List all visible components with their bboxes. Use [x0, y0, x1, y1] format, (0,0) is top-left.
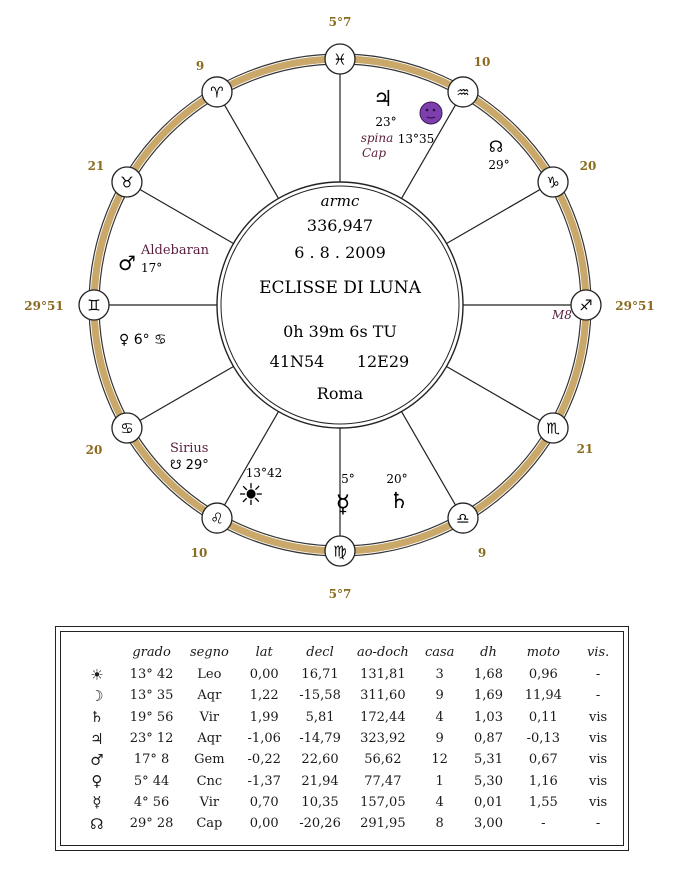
table-cell: 5,31 [474, 752, 503, 768]
table-cell: 23° 12 [129, 731, 174, 747]
table-cell: 4 [435, 709, 444, 725]
table-cell: 16,71 [301, 667, 339, 683]
cusp-degree-label: 21 [87, 159, 105, 173]
table-cell: 172,44 [360, 709, 406, 725]
table-cell: 1,03 [474, 709, 503, 725]
table-cell: 77,47 [364, 773, 402, 789]
table-cell: 13° 35 [129, 688, 174, 704]
table-cell: -15,58 [299, 688, 341, 704]
table-cell: 12 [431, 752, 448, 768]
moon-face-eye-right [433, 109, 436, 112]
table-cell: -1,37 [247, 773, 281, 789]
table-cell: 21,94 [301, 773, 339, 789]
table-cell: 1 [435, 773, 444, 789]
house-line [130, 184, 235, 245]
table-cell: Cnc [196, 773, 223, 789]
zodiac-sign-icon: ♉ [120, 173, 134, 192]
cusp-degree-label: 29°51 [24, 299, 64, 313]
zodiac-sign-icon: ♌ [210, 509, 224, 528]
mercury-degree: 5° [341, 472, 355, 486]
armc-value: 336,947 [306, 216, 374, 235]
house-line [445, 366, 550, 427]
mars-icon: ♂ [118, 251, 136, 275]
table-cell: 0,01 [474, 794, 503, 810]
table-cell: -14,79 [299, 731, 341, 747]
table-cell: 10,35 [301, 794, 339, 810]
zodiac-sign-icon: ♋ [120, 419, 134, 438]
cap-label: Cap [361, 146, 387, 160]
cusp-degree-label: 9 [195, 59, 205, 73]
chart-title: ECLISSE DI LUNA [259, 278, 421, 298]
ephemeris-table-frame [55, 626, 629, 851]
cusp-degree-label: 20 [579, 159, 597, 173]
table-cell: -20,26 [299, 816, 341, 832]
m8-label: M8 [552, 308, 572, 322]
sun-degree: 13°42 [245, 466, 283, 480]
table-cell: Vir [199, 794, 220, 810]
house-line [130, 366, 235, 427]
table-cell: 0,87 [474, 731, 503, 747]
house-line [401, 410, 462, 515]
table-cell: 22,60 [301, 752, 339, 768]
table-cell: - [595, 688, 601, 704]
header-lat: lat [255, 644, 273, 660]
table-cell: 1,55 [528, 794, 558, 810]
saturn-degree: 20° [386, 472, 408, 486]
table-cell: 29° 28 [129, 816, 174, 832]
table-row [71, 685, 623, 706]
table-row [71, 770, 623, 791]
zodiac-sign-icon: ♓ [333, 50, 347, 69]
moon-icon [420, 102, 442, 124]
table-cell: 0,96 [528, 667, 558, 683]
sirius-label: Sirius [170, 441, 209, 456]
table-cell: 4° 56 [133, 794, 170, 810]
table-cell: 9 [435, 688, 444, 704]
house-line [219, 95, 280, 200]
table-header-row [71, 640, 623, 664]
zodiac-sign-icon: ♎ [456, 509, 470, 528]
table-cell: 11,94 [524, 688, 562, 704]
table-row [71, 707, 623, 728]
table-cell: 3,00 [474, 816, 503, 832]
table-cell: 9 [435, 731, 444, 747]
zodiac-sign-icon: ♑ [546, 173, 560, 192]
planet-icon: ♄ [90, 708, 104, 727]
planet-icon: ☊ [90, 814, 104, 833]
cusp-degree-label: 21 [576, 442, 594, 456]
table-cell: -1,06 [247, 731, 281, 747]
table-cell: -0,13 [526, 731, 560, 747]
ephemeris-table-body [71, 664, 623, 834]
table-cell: Gem [194, 752, 225, 768]
chart-date: 6 . 8 . 2009 [294, 243, 386, 262]
zodiac-sign-icon: ♏ [546, 419, 560, 438]
table-cell: 311,60 [360, 688, 406, 704]
planet-icon: ☀ [90, 665, 104, 684]
spina-label: spina [360, 131, 394, 145]
ephemeris-table [71, 640, 623, 834]
planet-icon: ♀ [91, 772, 103, 791]
north-node-icon: ☊ [488, 137, 504, 156]
table-cell: 131,81 [360, 667, 406, 683]
chart-longitude: 12E29 [356, 352, 410, 371]
table-cell: 1,69 [474, 688, 503, 704]
chart-time: 0h 39m 6s TU [283, 322, 397, 341]
table-cell: 13° 42 [129, 667, 174, 683]
table-cell: 3 [435, 667, 444, 683]
table-cell: vis [589, 709, 608, 725]
jupiter-degree: 23° [375, 115, 397, 129]
table-cell: Leo [197, 667, 222, 683]
table-cell: 1,16 [528, 773, 558, 789]
ephemeris-table-inner-frame [60, 631, 624, 846]
header-decl: decl [306, 644, 334, 660]
header-casa: casa [424, 644, 455, 660]
table-cell: 323,92 [360, 731, 406, 747]
table-row [71, 792, 623, 813]
zodiac-sign-icon: ♐ [579, 296, 593, 315]
cusp-degree-label: 5°7 [328, 15, 352, 29]
table-cell: - [541, 816, 546, 832]
header-ao-doch: ao-doch [356, 644, 409, 660]
moon-face-eye-left [426, 109, 429, 112]
table-cell: vis [589, 731, 608, 747]
table-cell: 5,81 [305, 709, 335, 725]
table-cell: 157,05 [360, 794, 406, 810]
table-cell: 56,62 [364, 752, 402, 768]
table-row [71, 728, 623, 749]
header-planet [71, 640, 123, 664]
planet-icon: ☽ [90, 686, 104, 705]
table-cell: 291,95 [360, 816, 406, 832]
header-segno: segno [189, 644, 229, 660]
moon-degree: 13°35 [397, 132, 435, 146]
table-cell: - [595, 816, 601, 832]
jupiter-icon: ♃ [373, 87, 393, 112]
zodiac-sign-icon: ♒ [456, 83, 470, 102]
cusp-degree-label: 20 [85, 443, 103, 457]
header-dh: dh [480, 644, 497, 660]
cusp-degree-label: 10 [473, 55, 491, 69]
table-cell: vis [589, 773, 608, 789]
planet-icon: ♃ [90, 729, 104, 748]
table-cell: 0,00 [249, 667, 279, 683]
south-node-position: ☋ 29° [170, 458, 209, 473]
house-line [445, 184, 550, 245]
table-cell: 1,99 [249, 709, 279, 725]
table-cell: 5,30 [474, 773, 503, 789]
cusp-degree-label: 5°7 [328, 587, 352, 601]
mercury-icon: ☿ [335, 490, 351, 518]
zodiac-sign-icon: ♈ [210, 83, 224, 102]
venus-position: ♀ 6° ♋ [119, 332, 167, 348]
planet-icon: ☿ [92, 793, 102, 812]
table-cell: 17° 8 [133, 752, 170, 768]
table-cell: 0,67 [528, 752, 558, 768]
saturn-icon: ♄ [389, 489, 409, 514]
header-grado: grado [132, 644, 171, 660]
table-cell: 1,68 [474, 667, 503, 683]
table-cell: 4 [435, 794, 444, 810]
table-cell: Aqr [197, 731, 222, 747]
cusp-degree-label: 10 [190, 546, 208, 560]
table-cell: vis [589, 752, 608, 768]
armc-label: armc [320, 192, 360, 210]
mars-degree: 17° [141, 261, 163, 275]
header-moto: moto [526, 644, 560, 660]
table-cell: 0,70 [249, 794, 279, 810]
table-cell: 8 [435, 816, 444, 832]
table-row [71, 664, 623, 685]
table-cell: 0,00 [249, 816, 279, 832]
north-node-degree: 29° [488, 158, 510, 172]
table-cell: -0,22 [247, 752, 281, 768]
table-row [71, 749, 623, 770]
table-cell: Cap [196, 816, 223, 832]
cusp-degree-label: 29°51 [615, 299, 655, 313]
table-cell: vis [589, 794, 608, 810]
zodiac-sign-icon: ♊ [87, 296, 101, 315]
table-cell: 0,11 [528, 709, 558, 725]
cusp-degree-label: 9 [477, 546, 487, 560]
planet-icon: ♂ [90, 750, 104, 769]
table-cell: 19° 56 [129, 709, 174, 725]
table-row [71, 813, 623, 834]
sun-icon: ☀ [237, 478, 265, 513]
table-cell: Aqr [197, 688, 222, 704]
table-cell: 1,22 [249, 688, 279, 704]
table-cell: - [595, 667, 601, 683]
chart-place: Roma [316, 384, 364, 403]
zodiac-sign-icon: ♍ [333, 542, 347, 561]
chart-latitude: 41N54 [269, 352, 325, 371]
table-cell: 5° 44 [133, 773, 170, 789]
table-cell: Vir [199, 709, 220, 725]
aldebaran-label: Aldebaran [141, 243, 209, 258]
header-vis: vis. [586, 644, 610, 660]
